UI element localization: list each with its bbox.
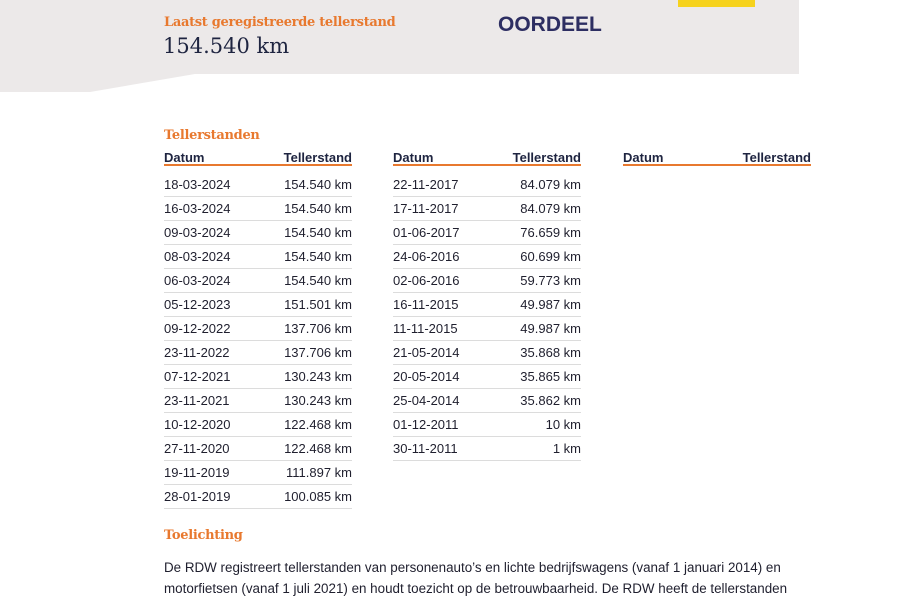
column-header-reading: Tellerstand: [512, 150, 581, 165]
column-header-reading: Tellerstand: [742, 150, 811, 165]
verdict-label: OORDEEL: [498, 13, 602, 36]
reading-date: 05-12-2023: [164, 297, 231, 312]
column-header: [623, 150, 811, 166]
reading-value: 137.706 km: [284, 345, 352, 360]
column-header-reading: Tellerstand: [283, 150, 352, 165]
reading-value: 35.868 km: [520, 345, 581, 360]
reading-row: [164, 389, 352, 413]
reading-date: 28-01-2019: [164, 489, 231, 504]
reading-date: 21-05-2014: [393, 345, 460, 360]
reading-value: 122.468 km: [284, 441, 352, 456]
readings-column-3: [623, 150, 811, 173]
readings-column-1: [164, 150, 352, 509]
reading-value: 151.501 km: [284, 297, 352, 312]
readings-list: [164, 173, 352, 509]
column-header: [393, 150, 581, 166]
reading-date: 09-12-2022: [164, 321, 231, 336]
reading-value: 76.659 km: [520, 225, 581, 240]
reading-value: 35.865 km: [520, 369, 581, 384]
reading-value: 154.540 km: [284, 249, 352, 264]
reading-date: 25-04-2014: [393, 393, 460, 408]
column-header-date: Datum: [393, 150, 434, 165]
reading-date: 10-12-2020: [164, 417, 231, 432]
reading-date: 20-05-2014: [393, 369, 460, 384]
readings-title: Tellerstanden: [164, 128, 260, 143]
reading-date: 19-11-2019: [164, 465, 230, 480]
reading-date: 07-12-2021: [164, 369, 231, 384]
reading-row: [393, 173, 581, 197]
reading-row: [164, 413, 352, 437]
reading-row: [164, 197, 352, 221]
reading-date: 18-03-2024: [164, 177, 231, 192]
reading-date: 09-03-2024: [164, 225, 231, 240]
reading-value: 35.862 km: [520, 393, 581, 408]
explanation-line: motorfietsen (vanaf 1 juli 2021) en houdt toezicht op de betrouwbaarheid. De RDW heeft de tellerstanden: [164, 581, 788, 596]
reading-value: 100.085 km: [284, 489, 352, 504]
readings-list: [393, 173, 581, 461]
reading-date: 30-11-2011: [393, 441, 458, 456]
reading-date: 01-06-2017: [393, 225, 460, 240]
reading-value: 154.540 km: [284, 177, 352, 192]
reading-row: [164, 245, 352, 269]
rating-badge: [678, 0, 755, 7]
reading-row: [164, 365, 352, 389]
reading-date: 16-11-2015: [393, 297, 459, 312]
reading-date: 02-06-2016: [393, 273, 460, 288]
reading-date: 17-11-2017: [393, 201, 459, 216]
explanation-text: [164, 557, 814, 599]
column-header-date: Datum: [164, 150, 205, 165]
reading-date: 27-11-2020: [164, 441, 230, 456]
reading-value: 60.699 km: [520, 249, 581, 264]
reading-value: 130.243 km: [284, 393, 352, 408]
reading-row: [164, 293, 352, 317]
odometer-label: Laatst geregistreerde tellerstand: [164, 15, 396, 30]
reading-value: 49.987 km: [520, 321, 581, 336]
reading-value: 10 km: [545, 417, 581, 432]
odometer-value: 154.540 km: [163, 34, 290, 58]
reading-row: [164, 485, 352, 509]
reading-date: 01-12-2011: [393, 417, 459, 432]
reading-row: [164, 341, 352, 365]
reading-date: 08-03-2024: [164, 249, 231, 264]
reading-date: 06-03-2024: [164, 273, 231, 288]
reading-row: [164, 173, 352, 197]
reading-row: [393, 317, 581, 341]
reading-date: 22-11-2017: [393, 177, 459, 192]
header-band-notch: [90, 74, 195, 92]
reading-row: [164, 437, 352, 461]
reading-date: 23-11-2022: [164, 345, 230, 360]
reading-row: [393, 293, 581, 317]
column-header: [164, 150, 352, 166]
reading-row: [393, 221, 581, 245]
reading-row: [393, 341, 581, 365]
reading-value: 49.987 km: [520, 297, 581, 312]
reading-value: 84.079 km: [520, 177, 581, 192]
reading-value: 122.468 km: [284, 417, 352, 432]
reading-value: 1 km: [552, 441, 581, 456]
reading-row: [393, 197, 581, 221]
reading-row: [393, 269, 581, 293]
reading-row: [393, 365, 581, 389]
header-band: [0, 0, 799, 74]
reading-row: [393, 245, 581, 269]
reading-row: [164, 269, 352, 293]
reading-value: 154.540 km: [284, 273, 352, 288]
reading-value: 137.706 km: [284, 321, 352, 336]
reading-row: [393, 437, 581, 461]
reading-date: 11-11-2015: [393, 321, 458, 336]
readings-column-2: [393, 150, 581, 461]
reading-value: 154.540 km: [284, 201, 352, 216]
reading-row: [164, 317, 352, 341]
reading-date: 16-03-2024: [164, 201, 231, 216]
reading-date: 24-06-2016: [393, 249, 460, 264]
header-band-tab: [0, 74, 90, 92]
reading-value: 84.079 km: [520, 201, 581, 216]
reading-value: 130.243 km: [284, 369, 352, 384]
reading-value: 111.897 km: [285, 465, 352, 480]
column-header-date: Datum: [623, 150, 664, 165]
reading-value: 59.773 km: [520, 273, 581, 288]
explanation-title: Toelichting: [164, 528, 243, 543]
reading-value: 154.540 km: [284, 225, 352, 240]
explanation-line: De RDW registreert tellerstanden van personenauto’s en lichte bedrijfswagens (vanaf 1 januari 2014) en: [164, 560, 781, 575]
reading-row: [393, 413, 581, 437]
reading-date: 23-11-2021: [164, 393, 230, 408]
reading-row: [393, 389, 581, 413]
reading-row: [164, 461, 352, 485]
reading-row: [164, 221, 352, 245]
